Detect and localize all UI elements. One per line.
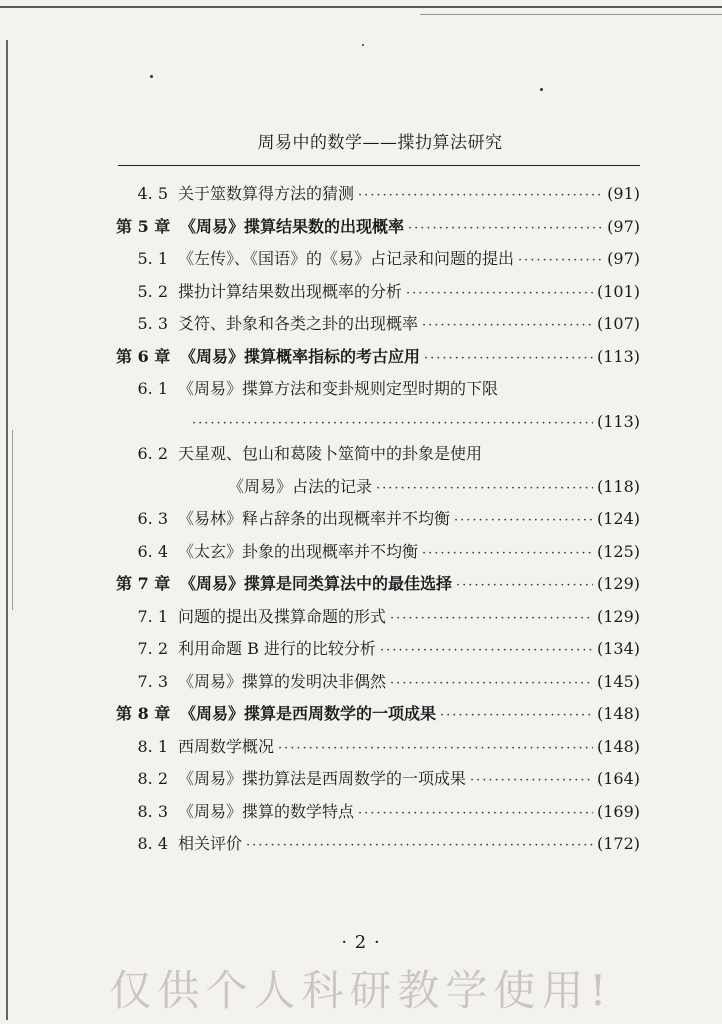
toc-title: 问题的提出及揲算命题的形式 <box>178 606 387 626</box>
toc-entry[interactable] <box>110 633 640 666</box>
toc-page: (129) <box>596 574 640 593</box>
toc-number: 5. 3 <box>137 314 168 333</box>
toc-page: (124) <box>596 509 640 528</box>
toc-number: 第 8 章 <box>116 704 171 723</box>
toc-page: (148) <box>596 736 640 756</box>
toc-page: (113) <box>596 346 640 366</box>
toc-entry[interactable] <box>110 731 640 764</box>
toc-leader <box>440 700 593 733</box>
toc-entry[interactable] <box>110 243 640 276</box>
toc-number: 5. 1 <box>137 249 168 268</box>
toc-page: (148) <box>596 704 640 723</box>
scan-edge-top <box>0 6 722 8</box>
toc-title: 《周易》揲算的发明决非偶然 <box>178 671 387 691</box>
toc-leader <box>470 765 593 798</box>
toc-page: (97) <box>607 216 640 236</box>
toc-page: (97) <box>607 249 640 268</box>
toc-leader <box>456 570 593 603</box>
toc-leader <box>376 473 593 506</box>
watermark-text: 仅供个人科研教学使用! <box>109 966 613 1015</box>
toc-page: (134) <box>596 639 640 658</box>
toc-number: 8. 1 <box>137 736 168 756</box>
toc-page: (125) <box>596 541 640 561</box>
toc-number: 6. 1 <box>137 379 168 398</box>
toc-leader <box>192 408 593 441</box>
toc-entry[interactable] <box>110 308 640 341</box>
toc-title: 《周易》揲算的数学特点 <box>178 801 355 821</box>
toc-title: 天星观、包山和葛陵卜筮简中的卦象是使用 <box>178 444 483 463</box>
scan-edge-top-2 <box>420 14 722 15</box>
toc-number: 7. 1 <box>137 606 168 626</box>
toc-leader <box>390 668 593 701</box>
toc-leader <box>422 310 593 343</box>
toc-leader <box>518 245 603 278</box>
toc-page: (169) <box>596 801 640 821</box>
toc-title: 西周数学概况 <box>178 736 275 756</box>
toc-entry[interactable] <box>110 763 640 796</box>
toc-page: (91) <box>607 184 640 203</box>
toc-entry-continuation[interactable] <box>110 471 640 504</box>
toc-leader <box>358 798 593 831</box>
toc-chapter[interactable] <box>110 211 640 244</box>
toc-entry-continuation[interactable] <box>110 406 640 439</box>
toc-title: 《周易》揲扐算法是西周数学的一项成果 <box>178 769 467 788</box>
toc-page: (164) <box>596 769 640 788</box>
toc-number: 8. 4 <box>137 834 168 853</box>
toc-title: 《左传》、《国语》的《易》占记录和问题的提出 <box>178 249 515 268</box>
toc-entry[interactable] <box>110 796 640 829</box>
toc-entry[interactable] <box>110 666 640 699</box>
toc-title: 利用命题 B 进行的比较分析 <box>178 639 376 658</box>
toc-page: (118) <box>596 476 640 496</box>
header-rule <box>118 165 640 166</box>
toc-entry[interactable] <box>110 503 640 536</box>
toc-page: (107) <box>596 314 640 333</box>
toc-entry[interactable] <box>110 373 640 406</box>
table-of-contents <box>110 178 640 861</box>
toc-entry[interactable] <box>110 828 640 861</box>
toc-page: (101) <box>596 281 640 301</box>
toc-leader <box>278 733 593 766</box>
toc-leader <box>408 213 603 246</box>
toc-number: 8. 2 <box>137 769 168 788</box>
toc-entry[interactable] <box>110 601 640 634</box>
toc-entry[interactable] <box>110 438 640 471</box>
toc-page: (113) <box>596 411 640 431</box>
scan-speck <box>150 75 153 78</box>
toc-leader <box>454 505 593 538</box>
toc-title-continued: 《周易》占法的记录 <box>228 476 373 496</box>
toc-leader <box>380 635 593 668</box>
toc-title: 《易林》释占辞条的出现概率并不均衡 <box>178 509 451 528</box>
toc-number: 8. 3 <box>137 801 168 821</box>
toc-title: 相关评价 <box>178 834 243 853</box>
toc-number: 第 5 章 <box>116 216 171 236</box>
toc-page: (172) <box>596 834 640 853</box>
toc-number: 6. 4 <box>137 541 168 561</box>
toc-number: 7. 2 <box>137 639 168 658</box>
toc-leader <box>424 343 593 376</box>
toc-leader <box>406 278 593 311</box>
toc-title: 《太玄》卦象的出现概率并不均衡 <box>178 541 419 561</box>
toc-number: 6. 2 <box>137 444 168 463</box>
scan-edge-left-2 <box>12 430 13 610</box>
toc-title: 《周易》揲算结果数的出现概率 <box>180 216 405 236</box>
toc-chapter[interactable] <box>110 698 640 731</box>
toc-leader <box>358 180 603 213</box>
toc-leader <box>390 603 593 636</box>
page-number: · 2 · <box>341 932 381 953</box>
toc-chapter[interactable] <box>110 568 640 601</box>
toc-leader <box>422 538 593 571</box>
toc-entry[interactable] <box>110 536 640 569</box>
toc-title: 爻符、卦象和各类之卦的出现概率 <box>178 314 419 333</box>
toc-number: 第 6 章 <box>116 346 171 366</box>
scan-speck <box>540 88 543 91</box>
toc-page: (129) <box>596 606 640 626</box>
toc-chapter[interactable] <box>110 341 640 374</box>
scan-speck <box>362 44 364 46</box>
toc-entry[interactable] <box>110 178 640 211</box>
toc-title: 《周易》揲算方法和变卦规则定型时期的下限 <box>178 379 499 398</box>
toc-title: 关于筮数算得方法的猜测 <box>178 184 355 203</box>
toc-title: 揲扐计算结果数出现概率的分析 <box>178 281 403 301</box>
toc-number: 7. 3 <box>137 671 168 691</box>
toc-number: 第 7 章 <box>116 574 171 593</box>
toc-title: 《周易》揲算概率指标的考古应用 <box>180 346 421 366</box>
toc-number: 4. 5 <box>137 184 168 203</box>
toc-title: 《周易》揲算是西周数学的一项成果 <box>180 704 437 723</box>
running-header: 周易中的数学——揲扐算法研究 <box>257 133 503 153</box>
toc-number: 5. 2 <box>137 281 168 301</box>
toc-page: (145) <box>596 671 640 691</box>
toc-number: 6. 3 <box>137 509 168 528</box>
toc-leader <box>246 830 593 863</box>
toc-entry[interactable] <box>110 276 640 309</box>
scan-edge-left <box>6 40 8 1020</box>
toc-title: 《周易》揲算是同类算法中的最佳选择 <box>180 574 453 593</box>
